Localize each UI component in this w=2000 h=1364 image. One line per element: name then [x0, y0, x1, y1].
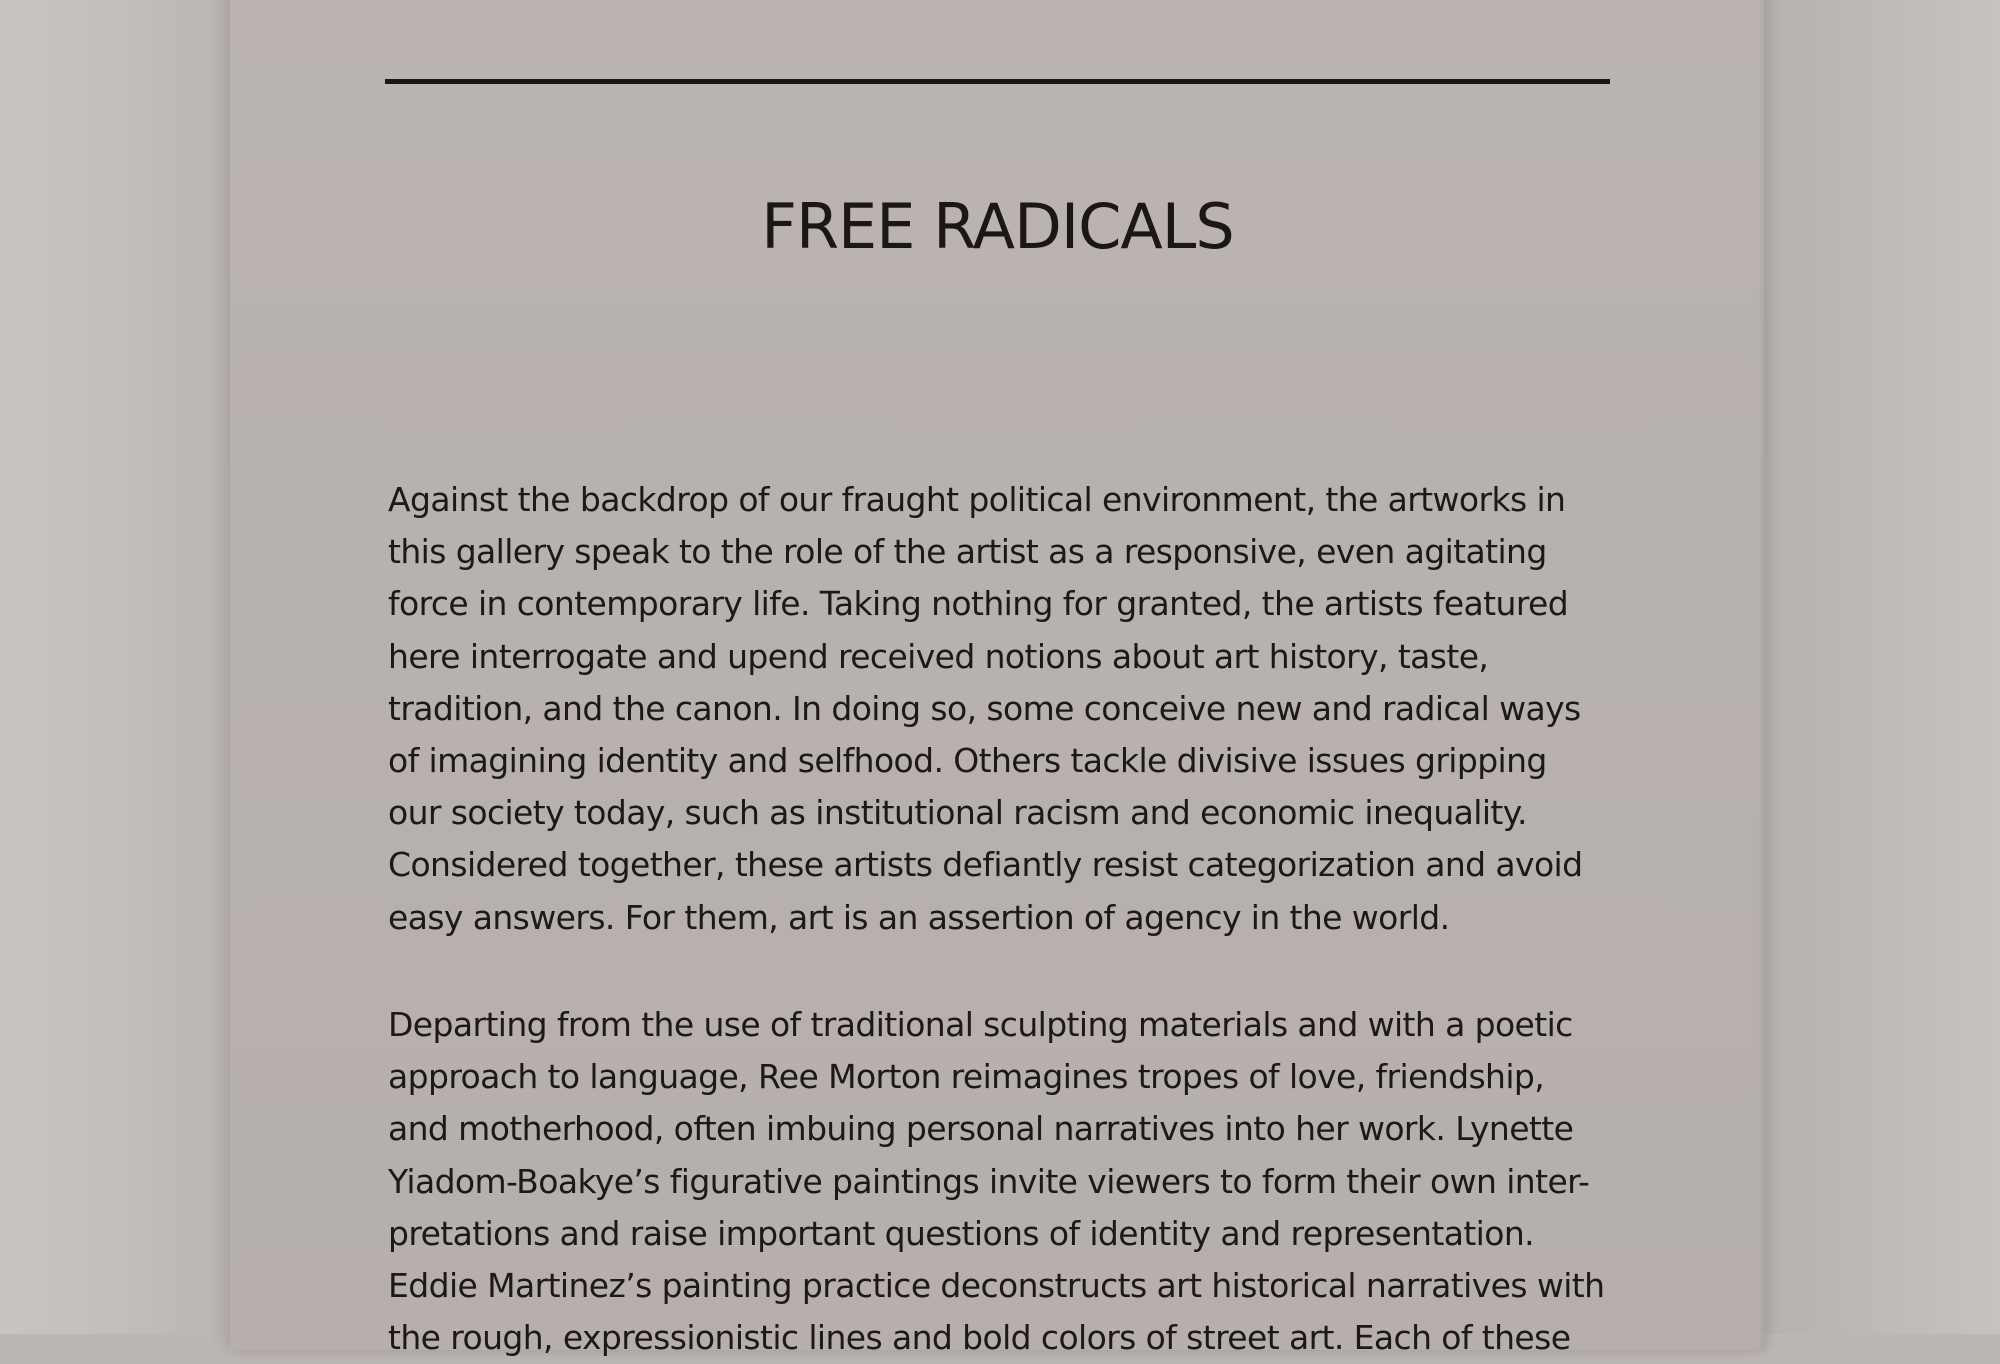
- text-line: Against the backdrop of our fraught political environment, the artworks in: [388, 480, 1566, 519]
- text-line: Eddie Martinez’s painting practice deconstructs art historical narratives with: [388, 1266, 1605, 1306]
- artists-paragraph: [388, 999, 1638, 1364]
- text-line: tradition, and the canon. In doing so, some conceive new and radical ways: [388, 688, 1581, 728]
- text-line: of imagining identity and selfhood. Others tackle divisive issues gripping: [388, 741, 1547, 781]
- text-line: pretations and raise important questions of identity and representation.: [388, 1213, 1535, 1253]
- intro-paragraph: [388, 474, 1638, 944]
- text-line: force in contemporary life. Taking nothing for granted, the artists featured: [388, 584, 1569, 624]
- text-line: easy answers. For them, art is an assertion of agency in the world.: [388, 897, 1450, 937]
- text-line: this gallery speak to the role of the artist as a responsive, even agitating: [388, 532, 1547, 572]
- text-line: Yiadom-Boakye’s figurative paintings invite viewers to form their own inter-: [388, 1161, 1590, 1201]
- text-line: Considered together, these artists defiantly resist categorization and avoid: [388, 845, 1583, 885]
- text-line: approach to language, Ree Morton reimagines tropes of love, friendship,: [388, 1057, 1545, 1097]
- text-line: and motherhood, often imbuing personal narratives into her work. Lynette: [388, 1109, 1574, 1149]
- top-rule: [385, 79, 1610, 84]
- text-line: our society today, such as institutional racism and economic inequality.: [388, 793, 1527, 833]
- text-line: here interrogate and upend received notions about art history, taste,: [388, 636, 1489, 676]
- exhibition-title: FREE RADICALS: [761, 190, 1234, 263]
- text-line: Departing from the use of traditional sculpting materials and with a poetic: [388, 1005, 1573, 1044]
- text-line: the rough, expressionistic lines and bold colors of street art. Each of these: [388, 1318, 1571, 1358]
